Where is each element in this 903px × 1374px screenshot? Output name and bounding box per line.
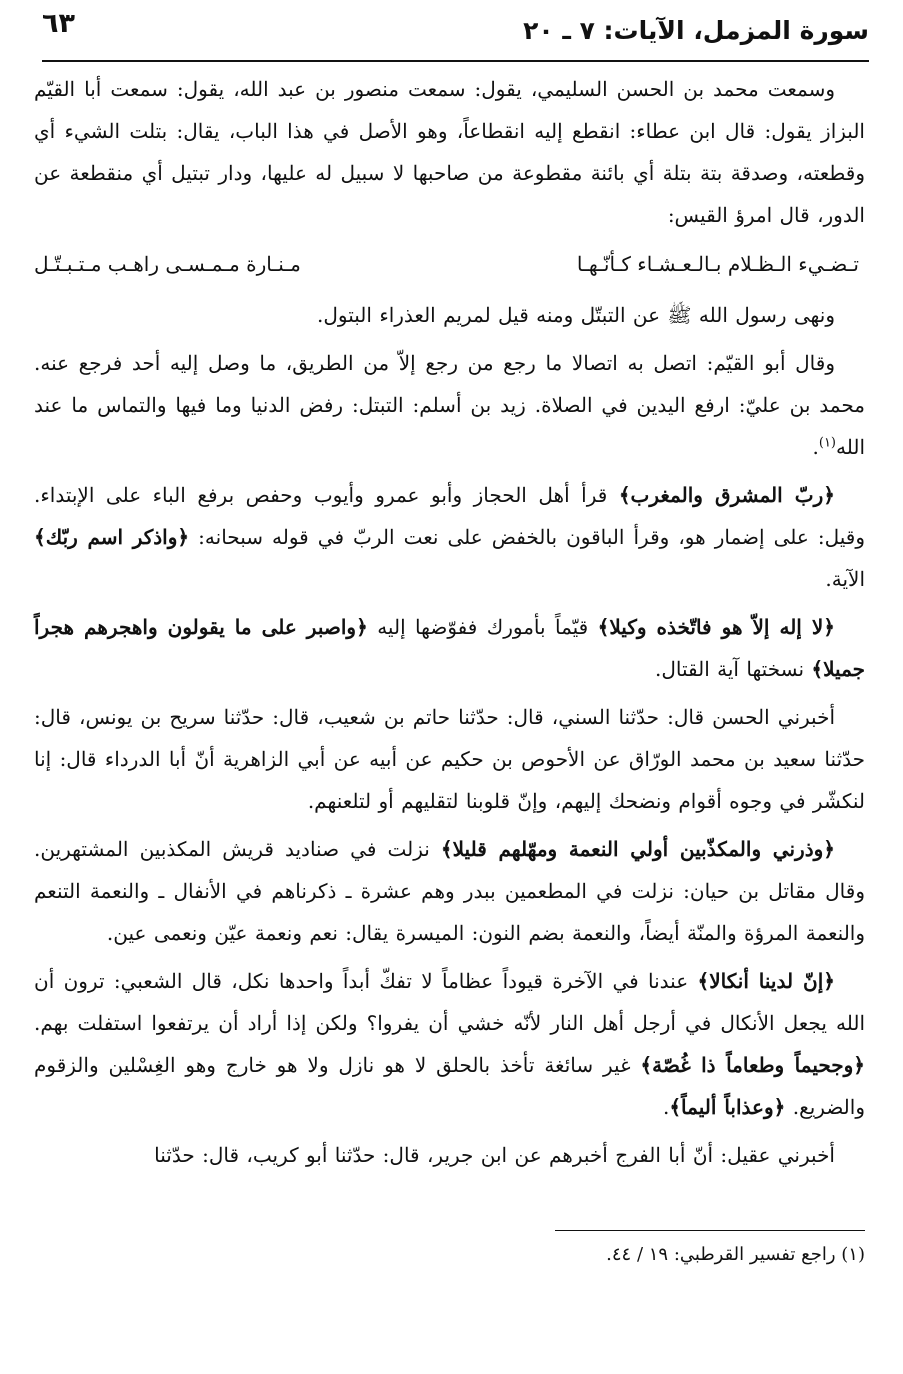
quran-quote: ﴿إنّ لدينا أنكالا﴾: [697, 969, 835, 993]
poem-verse: [34, 242, 865, 286]
quran-quote: ﴿وعذاباً أليماً﴾: [669, 1095, 786, 1119]
text-block-after-poem: [34, 294, 865, 1176]
paragraph: [34, 960, 865, 1128]
text-run: قرأ أهل الحجاز وأبو عمرو وأيوب وحفص برفع الباء على الإبتداء. وقيل: على إضمار هو، وقرأ الباقون بالخفض على نعت الربّ في قوله سبحانه:: [34, 483, 866, 549]
footnote-separator: [555, 1230, 865, 1231]
text-run: .: [812, 435, 819, 459]
text-run: عندنا في الآخرة قيوداً عظاماً لا تفكّ أبداً واحدها نكل، قال الشعبي: ترون أن الله يجعل الأنكال في أرجل أهل النار لأنّه خشي أن يفروا؟ ولكن إذا أراد أن يرتفعوا استفلت بهم.: [34, 969, 865, 1035]
paragraph: [34, 294, 865, 336]
text-run: الآية.: [825, 567, 865, 591]
paragraph: [34, 68, 865, 236]
paragraph: [34, 696, 865, 822]
text-block-before-poem: [34, 68, 865, 236]
page-body: [34, 68, 865, 1182]
poem-left-hemistich: مـنـارة مـمـسـى راهـب مـتـبـتّـل: [34, 252, 301, 276]
quran-quote: ﴿وجحيماً وطعاماً ذا غُصّة﴾: [640, 1053, 866, 1077]
text-run: نزلت في صناديد قريش المكذبين المشتهرين. وقال مقاتل بن حيان: نزلت في المطعمين ببدر وهم عشرة ـ ذكرناهم في الأنفال ـ والنعمة التنعم والنعمة المرؤة والمنّة أيضاً، والنعمة بضم النون: الميسرة يقال: نعم ونعمة عيّن ونعمى عين.: [34, 837, 865, 945]
footnote: (١) راجع تفسير القرطبي: ١٩ / ٤٤.: [606, 1244, 865, 1265]
quran-quote: ﴿ربّ المشرق والمغرب﴾: [618, 483, 835, 507]
quran-quote: ﴿لا إله إلاّ هو فاتّخذه وكيلا﴾: [597, 615, 835, 639]
quran-quote: ﴿واذكر اسم ربّك﴾: [34, 525, 190, 549]
paragraph: [34, 474, 865, 600]
text-run: وسمعت محمد بن الحسن السليمي، يقول: سمعت منصور بن عبد الله، يقول: سمعت أبا القيّم البزاز يقول: قال ابن عطاء: انقطع إليه انقطاعاً، وهو الأصل في هذا الباب، يقال: بتلت الشيء أي وقطعته، وصدقة بتة بتلة أي بائنة مقطوعة من صاحبها لا سبيل له عليها، ودار تبتيل أي منقطعة عن الدور، قال امرؤ القيس:: [34, 77, 866, 227]
quran-quote: ﴿واصبر على ما يقولون واهجرهم هجراً جميلا﴾: [34, 615, 865, 681]
paragraph: [34, 828, 865, 954]
text-run: أخبرني الحسن قال: حدّثنا السني، قال: حدّثنا حاتم بن شعيب، قال: حدّثنا سريح بن يونس، قال: حدّثنا سعيد بن محمد الورّاق عن الأحوص بن حكيم عن أبيه عن أبي الزاهرية أنّ أبا الدرداء قال: إنا لنكشّر في وجوه أقوام ونضحك إليهم، وإنّ قلوبنا لتقليهم أو لتلعنهم.: [34, 705, 865, 813]
text-run: قيّماً بأمورك ففوّضها إليه: [367, 615, 598, 639]
text-run: .: [662, 1095, 670, 1119]
paragraph: [34, 342, 865, 468]
quran-quote: ﴿وذرني والمكذّبين أولي النعمة ومهّلهم قليلا﴾: [440, 837, 835, 861]
running-title: سورة المزمل، الآيات: ٧ ـ ٢٠: [523, 16, 869, 45]
text-run: ونهى رسول الله ﷺ عن التبتّل ومنه قيل لمريم العذراء البتول.: [317, 303, 835, 327]
footnote-marker: (١): [818, 435, 836, 451]
poem-right-hemistich: تـضـيء الـظـلام بـالـعـشـاء كـأنّـهـا: [576, 252, 859, 276]
paragraph: [34, 606, 865, 690]
paragraph: [34, 1134, 865, 1176]
text-run: نسختها آية القتال.: [655, 657, 812, 681]
page-header: [42, 8, 869, 62]
text-run: أخبرني عقيل: أنّ أبا الفرج أخبرهم عن ابن جرير، قال: حدّثنا أبو كريب، قال: حدّثنا: [154, 1143, 835, 1167]
text-run: غير سائغة تأخذ بالحلق لا هو نازل ولا هو خارج وهو الغِسْلين والزقوم والضريع.: [34, 1053, 865, 1119]
page-number: ٦٣: [42, 8, 75, 39]
text-run: وقال أبو القيّم: اتصل به اتصالا ما رجع من رجع إلاّ من الطريق، ما وصل إليه أحد فرجع عنه. محمد بن عليّ: ارفع اليدين في الصلاة. زيد بن أسلم: التبتل: رفض الدنيا وما فيها والتماس ما عند الله: [34, 351, 865, 459]
